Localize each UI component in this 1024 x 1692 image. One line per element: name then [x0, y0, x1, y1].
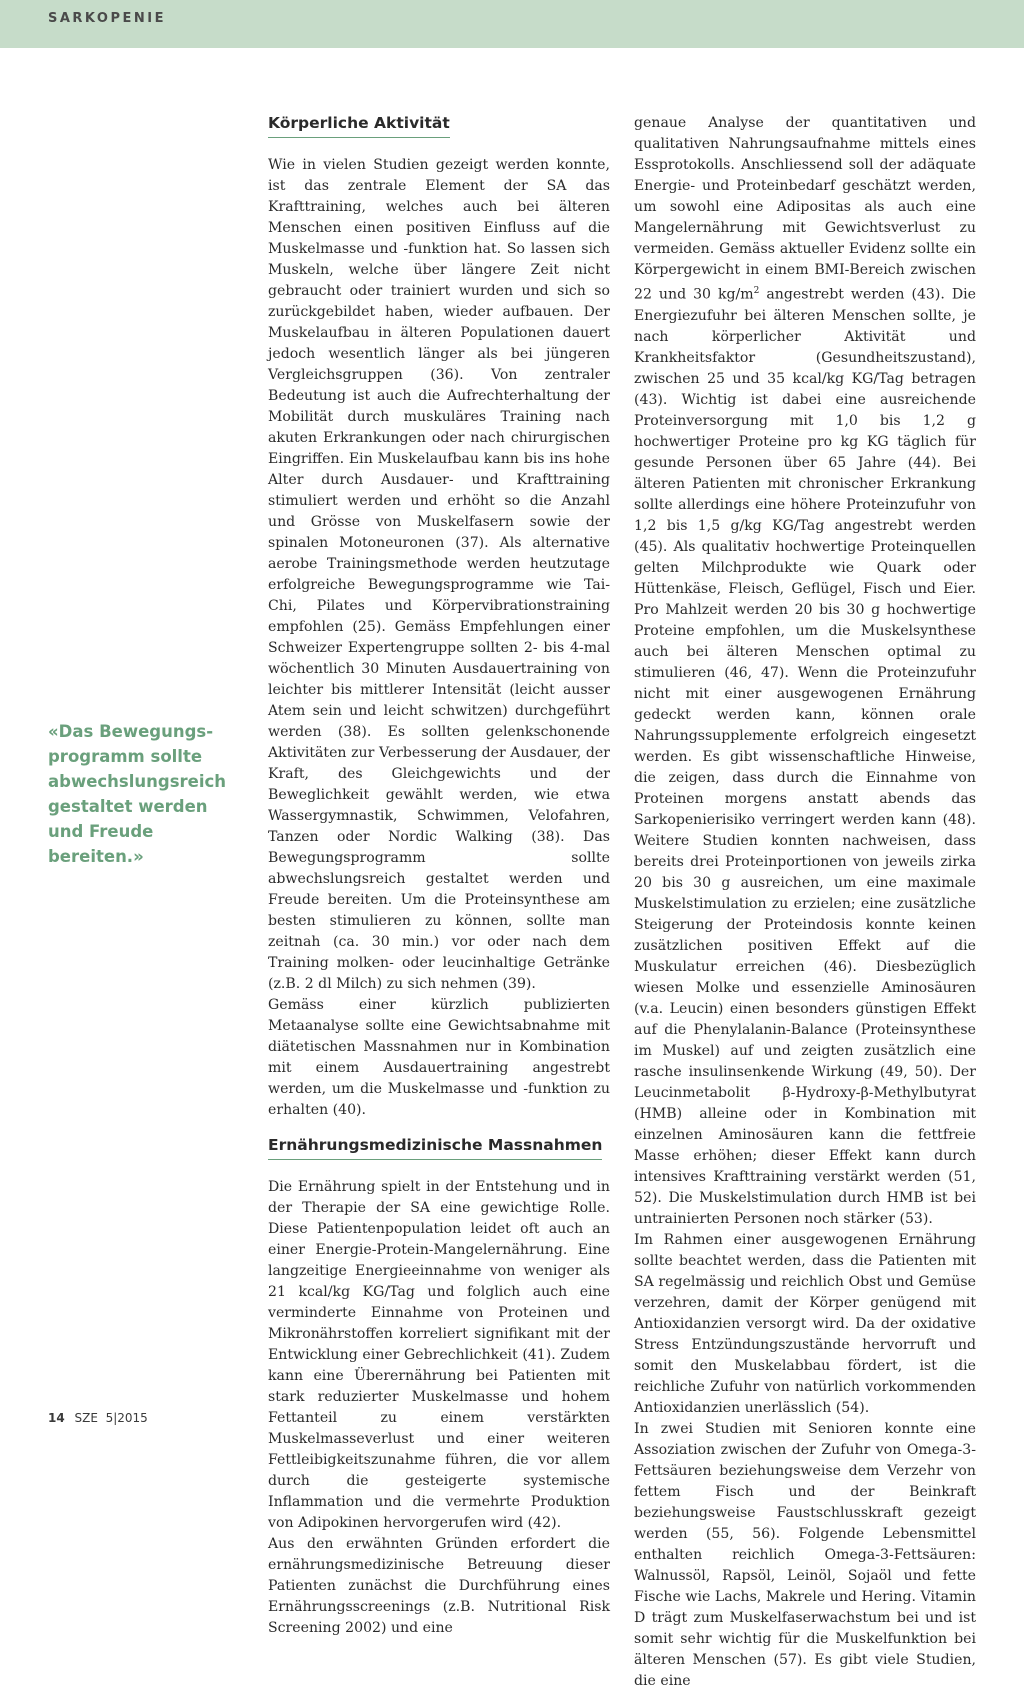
- paragraph: Wie in vielen Studien gezeigt werden konnte, ist das zentrale Element der SA das Krafttraining, welches auch bei älteren Menschen einen positiven Einfluss auf die Muskelmasse und -funktion hat. So lassen sich Muskeln, welche über längere Zeit nicht gebraucht oder trainiert wurden und sich so zurückgebildet haben, wieder aufbauen. Der Muskelaufbau in älteren Populationen dauert jedoch wesentlich länger als bei jüngeren Vergleichsgruppen (36). Von zentraler Bedeutung ist auch die Aufrechterhaltung der Mobilität durch muskuläres Training nach akuten Erkrankungen oder nach chirurgischen Eingriffen. Ein Muskelaufbau kann bis ins hohe Alter durch Ausdauer- und Krafttraining stimuliert werden und erhöht so die Anzahl und Grösse von Muskelfasern sowie der spinalen Motoneuronen (37). Als alternative aerobe Trainingsmethode werden heutzutage erfolgreiche Bewegungsprogramme wie Tai-Chi, Pilates und Körpervibrationstraining empfohlen (25). Gemäss Empfehlungen einer Schweizer Expertengruppe sollten 2- bis 4-mal wöchentlich 30 Minuten Ausdauertraining von leichter bis mittlerer Intensität (leicht ausser Atem sein und leicht schwitzen) durchgeführt werden (38). Es sollten gelenkschonende Aktivitäten zur Verbesserung der Ausdauer, der Kraft, des Gleichgewichts und der Beweglichkeit gewählt werden, wie etwa Wassergymnastik, Schwimmen, Velofahren, Tanzen oder Nordic Walking (38). Das Bewegungsprogramm sollte abwechslungsreich gestaltet werden und Freude bereiten. Um die Proteinsynthese am besten stimulieren zu können, sollte man zeitnah (ca. 30 min.) vor oder nach dem Training molken- oder leucinhaltige Getränke (z.B. 2 dl Milch) zu sich nehmen (39).: [268, 157, 610, 992]
- paragraph: Die Ernährung spielt in der Entstehung und in der Therapie der SA eine gewichtige Rolle. Diese Patientenpopulation leidet oft auch an einer Energie-Protein-Mangelernährung. Eine langzeitige Energieeinnahme von weniger als 21 kcal/kg KG/Tag und folglich auch eine verminderte Einnahme von Proteinen und Mikronährstoffen korreliert signifikant mit der Entwicklung einer Gebrechlichkeit (41). Zudem kann eine Überernährung bei Patienten mit stark reduzierter Muskelmasse und hohem Fettanteil zu einem verstärkten Muskelmasseverlust und einer weiteren Fettleibigkeitszunahme führen, die vor allem durch die gesteigerte systemische Inflammation und die vermehrte Produktion von Adipokinen hervorgerufen wird (42).: [268, 1179, 610, 1531]
- header-band: [0, 0, 1024, 48]
- pull-quote: [48, 719, 248, 869]
- superscript: 2: [753, 286, 760, 296]
- heading-koerperliche-aktivitaet: Körperliche Aktivität: [268, 114, 450, 138]
- paragraph-part: angestrebt werden (43). Die Energiezufuhr bei älteren Menschen sollte, je nach körperlicher Aktivität und Krankheitsfaktor (Gesundheitszustand), zwischen 25 und 35 kcal/kg KG/Tag betragen (43). Wichtig ist dabei eine ausreichende Proteinversorgung mit 1,0 bis 1,2 g hochwertiger Proteine pro kg KG täglich für gesunde Personen über 65 Jahre (44). Bei älteren Patienten mit chronischer Erkrankung sollte allerdings eine höhere Proteinzufuhr von 1,2 bis 1,5 g/kg KG/Tag angestrebt werden (45). Als qualitativ hochwertige Proteinquellen gelten Milchprodukte wie Quark oder Hüttenkäse, Fleisch, Geflügel, Fisch und Eier. Pro Mahlzeit werden 20 bis 30 g hochwertige Proteine empfohlen, um die Muskelsynthese auch bei älteren Menschen optimal zu stimulieren (46, 47). Wenn die Proteinzufuhr nicht mit einer ausgewogenen Ernährung gedeckt werden kann, können orale Nahrungssupplemente erfolgreich eingesetzt werden. Es gibt wissenschaftliche Hinweise, die zeigen, dass durch die Einnahme von Proteinen morgens anstatt abends das Sarkopenierisiko verringert werden kann (48). Weitere Studien konnten nachweisen, dass bereits drei Proteinportionen von jeweils zirka 20 bis 30 g ausreichen, um eine maximale Muskelstimulation zu erzielen; eine zusätzliche Steigerung der Proteindosis konnte keinen zusätzlichen positiven Effekt auf die Muskulatur erreichen (46). Diesbezüglich wiesen Molke und essenzielle Aminosäuren (v.a. Leucin) einen besonders günstigen Effekt auf die Phenylalanin-Balance (Proteinsynthese im Muskel) auf und zeigten zusätzlich eine rasche insulinsenkende Wirkung (49, 50). Der Leucinmetabolit β-Hydroxy-β-Methylbutyrat (HMB) alleine oder in Kombination mit einzelnen Aminosäuren kann die fettfreie Masse erhöhen; dieser Effekt kann durch intensives Krafttraining verstärkt werden (51, 52). Die Muskelstimulation durch HMB ist bei untrainierten Personen noch stärker (53).: [634, 286, 976, 1227]
- article-column-middle: [268, 113, 610, 1639]
- journal-issue: SZE 5|2015: [74, 1411, 148, 1425]
- paragraph: Gemäss einer kürzlich publizierten Metaanalyse sollte eine Gewichtsabnahme mit diätetischen Massnahmen nur in Kombination mit einem Ausdauertraining angestrebt werden, um die Muskelmasse und -funktion zu erhalten (40).: [268, 997, 610, 1118]
- article-column-right: [634, 113, 976, 1692]
- page-number: 14: [48, 1411, 65, 1425]
- quote-close-mark: »: [133, 847, 144, 866]
- paragraph: Im Rahmen einer ausgewogenen Ernährung sollte beachtet werden, dass die Patienten mit SA regelmässig und reichlich Obst und Gemüse verzehren, damit der Körper genügend mit Antioxidanzien versorgt wird. Da der oxidative Stress Entzündungszustände hervorruft und somit den Muskelabbau fördert, ist die reichliche Zufuhr von natürlich vorkommenden Antioxidanzien unerlässlich (54).: [634, 1231, 976, 1416]
- page-footer: [48, 1411, 148, 1425]
- paragraph-part: genaue Analyse der quantitativen und qualitativen Nahrungsaufnahme mittels eines Essprotokolls. Anschliessend soll der adäquate Energie- und Proteinbedarf geschätzt werden, um sowohl eine Adipositas als auch eine Mangelernährung mit Gewichtsverlust zu vermeiden. Gemäss aktueller Evidenz sollte ein Körpergewicht in einem BMI-Bereich zwischen 22 und 30 kg/m: [634, 115, 976, 303]
- paragraph: Aus den erwähnten Gründen erfordert die ernährungsmedizinische Betreuung dieser Patienten zunächst die Durchführung eines Ernährungsscreenings (z.B. Nutritional Risk Screening 2002) und eine: [268, 1536, 610, 1636]
- paragraph: [634, 113, 976, 1230]
- pull-quote-text: Das Bewegungsprogramm sollte abwechslungsreich gestaltet werden und Freude bereiten.: [48, 722, 227, 866]
- section-label: SARKOPENIE: [48, 11, 166, 26]
- quote-open-mark: «: [48, 722, 59, 741]
- paragraph: In zwei Studien mit Senioren konnte eine Assoziation zwischen der Zufuhr von Omega-3-Fettsäuren beziehungsweise dem Verzehr von fettem Fisch und der Beinkraft beziehungsweise Faustschlusskraft gezeigt werden (55, 56). Folgende Lebensmittel enthalten reichlich Omega-3-Fettsäuren: Walnussöl, Rapsöl, Leinöl, Sojaöl und fette Fische wie Lachs, Makrele und Hering. Vitamin D trägt zum Muskelfaserwachstum bei und ist somit sehr wichtig für die Muskelfunktion bei älteren Menschen (57). Es gibt viele Studien, die eine: [634, 1420, 976, 1689]
- heading-ernaehrungsmedizinische-massnahmen: Ernährungsmedizinische Massnahmen: [268, 1136, 602, 1160]
